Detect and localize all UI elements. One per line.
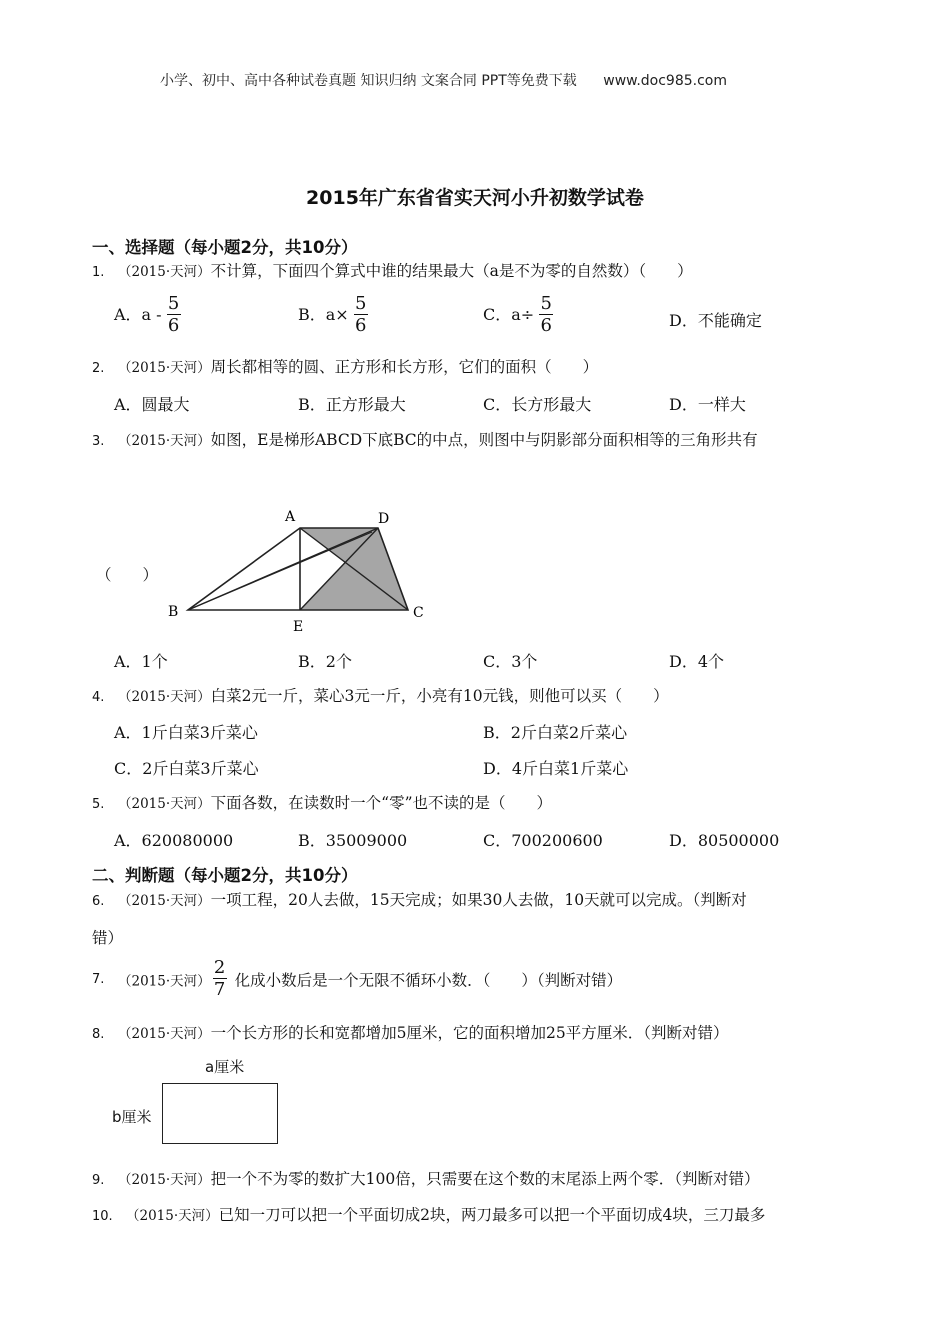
option-label: A．a - bbox=[114, 305, 162, 324]
label-E: E bbox=[293, 619, 304, 635]
question-number: 8. bbox=[92, 1027, 105, 1042]
q5-option-d[interactable]: D．80500000 bbox=[669, 831, 780, 850]
option-label: C．a÷ bbox=[483, 305, 535, 324]
question-9 bbox=[92, 1167, 760, 1189]
question-number: 1. bbox=[92, 265, 105, 280]
q1-option-d[interactable]: D．不能确定 bbox=[669, 311, 762, 330]
fraction bbox=[539, 294, 553, 337]
page-title: 2015年广东省省实天河小升初数学试卷 bbox=[306, 187, 644, 209]
q3-option-d[interactable]: D．4个 bbox=[669, 652, 725, 671]
question-source: （2015·天河） bbox=[118, 433, 211, 449]
q2-option-a[interactable]: A．圆最大 bbox=[114, 395, 190, 414]
question-number: 2. bbox=[92, 361, 105, 376]
fraction-denominator: 7 bbox=[213, 979, 226, 1000]
question-source: （2015·天河） bbox=[118, 1026, 211, 1042]
question-text: 化成小数后是一个无限不循环小数．（ ）（判断对错） bbox=[234, 971, 623, 990]
question-number: 6. bbox=[92, 894, 105, 909]
page-header bbox=[160, 70, 727, 90]
rectangle-side-label: b厘米 bbox=[112, 1108, 152, 1126]
header-text: 小学、初中、高中各种试卷真题 知识归纳 文案合同 PPT等免费下载 bbox=[160, 73, 577, 89]
trapezoid-diagram bbox=[160, 500, 430, 640]
fraction-denominator: 6 bbox=[167, 315, 180, 336]
question-text: 一项工程，20人去做，15天完成；如果30人去做，10天就可以完成。（判断对 bbox=[210, 891, 747, 909]
q1-option-c[interactable] bbox=[483, 294, 553, 337]
q4-option-d[interactable]: D．4斤白菜1斤菜心 bbox=[483, 759, 629, 778]
header-url[interactable]: www.doc985.com bbox=[603, 73, 727, 89]
q4-option-c[interactable]: C．2斤白菜3斤菜心 bbox=[114, 759, 259, 778]
q3-option-b[interactable]: B．2个 bbox=[298, 652, 352, 671]
q4-option-b[interactable]: B．2斤白菜2斤菜心 bbox=[483, 723, 628, 742]
question-text: 白菜2元一斤，菜心3元一斤，小亮有10元钱，则他可以买（ ） bbox=[210, 687, 669, 705]
answer-paren: （ ） bbox=[96, 566, 159, 584]
section-heading-choice: 一、选择题（每小题2分，共10分） bbox=[92, 238, 358, 257]
question-source: （2015·天河） bbox=[118, 360, 211, 376]
question-7 bbox=[92, 958, 622, 1001]
rectangle-figure bbox=[162, 1083, 278, 1144]
question-number: 5. bbox=[92, 797, 105, 812]
question-text: 下面各数，在读数时一个“零”也不读的是（ ） bbox=[210, 794, 553, 812]
q4-option-a[interactable]: A．1斤白菜3斤菜心 bbox=[114, 723, 258, 742]
question-4 bbox=[92, 684, 669, 706]
question-source: （2015·天河） bbox=[118, 264, 211, 280]
question-text: 不计算，下面四个算式中谁的结果最大（a是不为零的自然数）（ ） bbox=[210, 262, 693, 280]
question-10 bbox=[92, 1203, 765, 1225]
question-text: 周长都相等的圆、正方形和长方形，它们的面积（ ） bbox=[210, 358, 599, 376]
question-source: （2015·天河） bbox=[118, 689, 211, 705]
question-2 bbox=[92, 355, 598, 377]
question-source: （2015·天河） bbox=[126, 1208, 219, 1224]
label-B: B bbox=[168, 604, 179, 620]
fraction-numerator: 5 bbox=[354, 293, 367, 314]
section-heading-judge: 二、判断题（每小题2分，共10分） bbox=[92, 866, 358, 885]
fraction-numerator: 5 bbox=[167, 293, 180, 314]
q1-option-a[interactable] bbox=[114, 294, 181, 337]
question-5 bbox=[92, 791, 552, 813]
question-source: （2015·天河） bbox=[118, 893, 211, 909]
question-number: 10. bbox=[92, 1209, 113, 1224]
question-source: （2015·天河） bbox=[118, 1172, 211, 1188]
question-text: 已知一刀可以把一个平面切成2块，两刀最多可以把一个平面切成4块，三刀最多 bbox=[218, 1206, 766, 1224]
fraction bbox=[354, 294, 368, 337]
fraction bbox=[167, 294, 181, 337]
question-6 bbox=[92, 888, 747, 910]
q5-option-c[interactable]: C．700200600 bbox=[483, 831, 603, 850]
q1-option-b[interactable] bbox=[298, 294, 368, 337]
q2-option-c[interactable]: C．长方形最大 bbox=[483, 395, 592, 414]
q3-option-a[interactable]: A．1个 bbox=[114, 652, 168, 671]
fraction-numerator: 2 bbox=[213, 957, 226, 978]
question-8 bbox=[92, 1021, 729, 1043]
question-source: （2015·天河） bbox=[118, 796, 211, 812]
q5-option-a[interactable]: A．620080000 bbox=[114, 831, 234, 850]
fraction-denominator: 6 bbox=[354, 315, 367, 336]
question-3 bbox=[92, 428, 758, 450]
fraction bbox=[213, 958, 227, 1001]
rectangle-top-label: a厘米 bbox=[205, 1058, 245, 1076]
question-source: （2015·天河） bbox=[118, 973, 211, 990]
question-number: 7. bbox=[92, 972, 105, 987]
question-number: 3. bbox=[92, 434, 105, 449]
q2-option-b[interactable]: B．正方形最大 bbox=[298, 395, 406, 414]
q3-option-c[interactable]: C．3个 bbox=[483, 652, 538, 671]
label-A: A bbox=[285, 509, 296, 525]
question-number: 4. bbox=[92, 690, 105, 705]
label-D: D bbox=[378, 511, 390, 527]
question-text: 如图，E是梯形ABCD下底BC的中点，则图中与阴影部分面积相等的三角形共有 bbox=[210, 431, 758, 449]
q5-option-b[interactable]: B．35009000 bbox=[298, 831, 408, 850]
option-label: B．a× bbox=[298, 305, 349, 324]
q2-option-d[interactable]: D．一样大 bbox=[669, 395, 746, 414]
question-text: 一个长方形的长和宽都增加5厘米，它的面积增加25平方厘米．（判断对错） bbox=[210, 1024, 729, 1042]
fraction-denominator: 6 bbox=[540, 315, 552, 336]
question-1 bbox=[92, 259, 693, 281]
question-number: 9. bbox=[92, 1173, 105, 1188]
fraction-numerator: 5 bbox=[540, 293, 552, 314]
question-text: 把一个不为零的数扩大100倍，只需要在这个数的末尾添上两个零．（判断对错） bbox=[210, 1170, 760, 1188]
question-6-continued: 错） bbox=[92, 929, 124, 947]
label-C: C bbox=[413, 605, 424, 621]
